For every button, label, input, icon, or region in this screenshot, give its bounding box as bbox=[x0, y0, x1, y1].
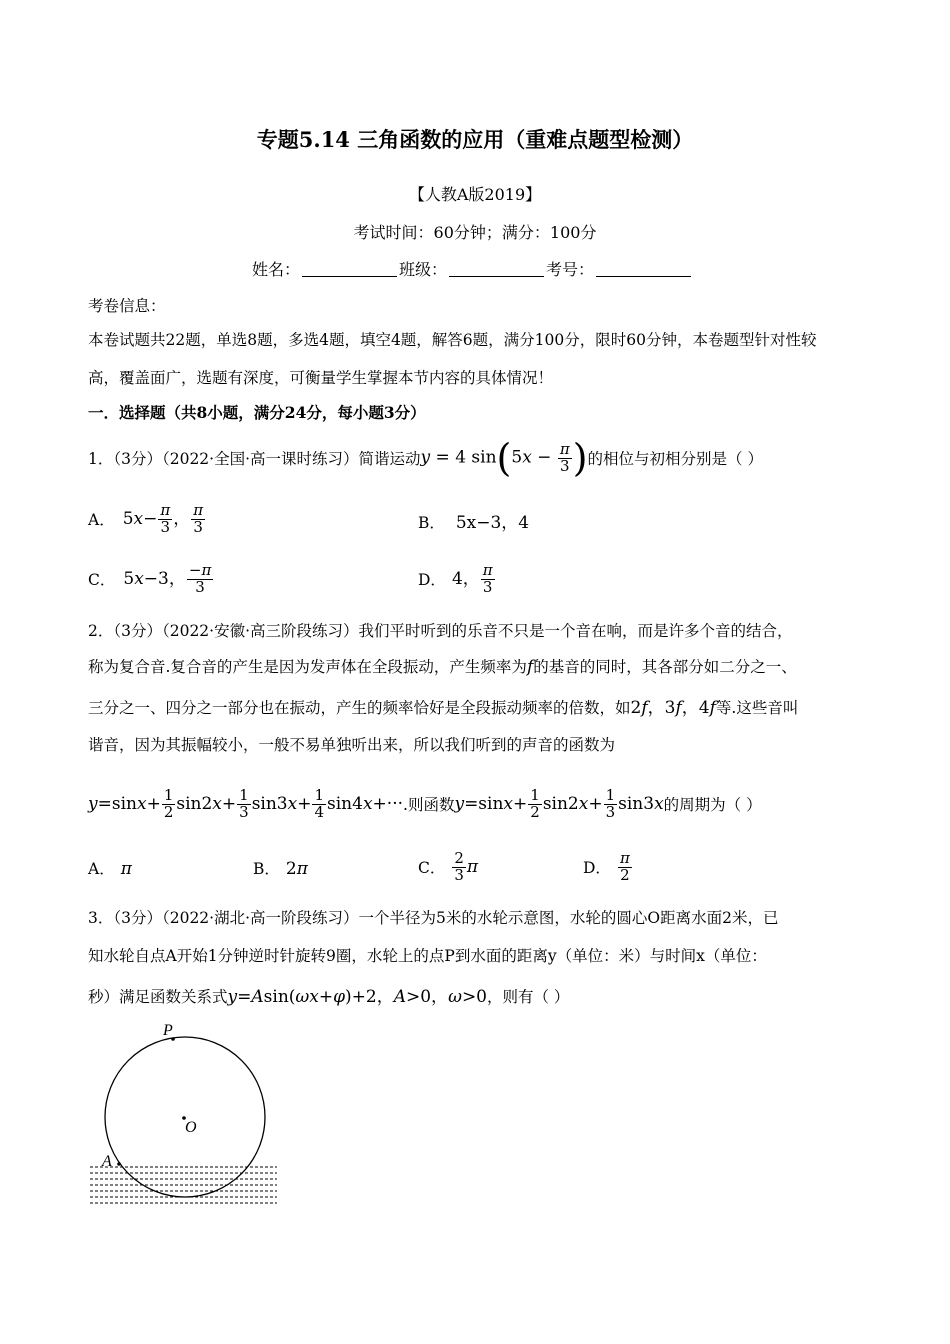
q2-option-c[interactable]: C． $\frac{2}{3}$ π bbox=[418, 848, 479, 884]
q3-line-3: 秒）满足函数关系式y=Asin(ωx+φ)+2，A>0，ω>0，则有（ ） bbox=[88, 987, 570, 1007]
info-title: 考卷信息： bbox=[88, 297, 166, 315]
q1-option-b[interactable] bbox=[418, 508, 529, 533]
student-info-row bbox=[252, 257, 693, 280]
q1-option-b-text: 5x−3，4 bbox=[455, 513, 530, 533]
info-line-1: 本卷试题共22题，单选8题，多选4题，填空4题，解答6题，满分100分，限时60分钟，本卷题型针对性较 bbox=[88, 331, 817, 349]
q1-option-c[interactable]: C． 5x−3， $\frac{-\pi}{3}$ bbox=[88, 560, 212, 596]
q2-line-3: 三分之一、四分之一部分也在振动，产生的频率恰好是全段振动频率的倍数，如2f，3f，4f等.这些音叫 bbox=[88, 698, 799, 718]
q2-option-d[interactable]: D． $\frac{\pi}{2}$ bbox=[583, 848, 630, 884]
q2-option-a[interactable]: A． π bbox=[88, 859, 132, 879]
label-o: O bbox=[185, 1119, 197, 1136]
name-label: 姓名： bbox=[252, 260, 301, 279]
water-wheel-figure bbox=[85, 1015, 285, 1215]
id-blank[interactable] bbox=[596, 262, 691, 277]
q1-suffix: 的相位与初相分别是（ ） bbox=[587, 450, 763, 468]
q1-option-d-label: D． bbox=[418, 571, 446, 589]
name-blank[interactable] bbox=[302, 262, 397, 277]
q2-line-4: 谐音，因为其振幅较小，一般不易单独听出来，所以我们听到的声音的函数为 bbox=[88, 736, 616, 754]
q2-line-2: 称为复合音.复合音的产生是因为发声体在全段振动，产生频率为f的基音的同时，其各部分如二分之一、 bbox=[88, 657, 797, 677]
id-label: 考号： bbox=[546, 260, 595, 279]
point-a bbox=[117, 1162, 121, 1166]
section-heading: 一．选择题（共8小题，满分24分，每小题3分） bbox=[88, 403, 426, 422]
q1-option-a-label: A． bbox=[88, 511, 115, 529]
edition: 【人教A版2019】 bbox=[408, 185, 542, 204]
info-line-2: 高，覆盖面广，选题有深度，可衡量学生掌握本节内容的具体情况！ bbox=[88, 369, 554, 387]
q1-prefix: 1．（3分）（2022·全国·高一课时练习）简谐运动 bbox=[88, 450, 421, 468]
question-1 bbox=[88, 436, 763, 480]
q1-option-c-label: C． bbox=[88, 571, 116, 589]
q2-function-formula: y=sinx+ $\frac{1}{2}$ sin2x+ $\frac{1}{3}$ sin3x bbox=[454, 785, 664, 821]
label-p: P bbox=[163, 1022, 173, 1039]
q2-formula-line: y=sinx+ $\frac{1}{2}$ sin2x+ $\frac{1}{3}$ sin3x+ $\frac{1}{4}$ sin4x+··· .则函数 y=sinx+ $\frac{1}{2}$ sin2x+ $\frac{1}{3}$ sin3x 的周期为（ ） bbox=[88, 785, 762, 821]
q1-option-b-label: B． bbox=[418, 514, 445, 532]
class-label: 班级： bbox=[399, 260, 448, 279]
q2-line-1: 2．（3分）（2022·安徽·高三阶段练习）我们平时听到的乐音不只是一个音在响，而是许多个音的结合， bbox=[88, 622, 793, 640]
q2-series-formula: y=sinx+ $\frac{1}{2}$ sin2x+ $\frac{1}{3}$ sin3x+ $\frac{1}{4}$ sin4x+··· bbox=[88, 785, 404, 821]
q1-option-d[interactable]: D． 4， $\frac{\pi}{3}$ bbox=[418, 560, 493, 596]
q2-option-b[interactable]: B． 2π bbox=[253, 859, 308, 879]
q3-line-1: 3．（3分）（2022·湖北·高一阶段练习）一个半径为5米的水轮示意图，水轮的圆心O距离水面2米，已 bbox=[88, 909, 779, 927]
q1-formula: y = 4 sin(5x − $\frac{\pi}{3}$ ) bbox=[420, 436, 588, 480]
q3-line-2: 知水轮自点A开始1分钟逆时针旋转9圈，水轮上的点P到水面的距离y（单位：米）与时间x（单位： bbox=[88, 947, 767, 965]
exam-time: 考试时间：60分钟；满分：100分 bbox=[353, 223, 597, 242]
q1-option-a[interactable]: A． 5x− $\frac{\pi}{3}$ ， $\frac{\pi}{3}$ bbox=[88, 500, 204, 536]
page-title: 专题5.14 三角函数的应用（重难点题型检测） bbox=[256, 127, 694, 152]
label-a: A bbox=[102, 1153, 112, 1170]
class-blank[interactable] bbox=[449, 262, 544, 277]
